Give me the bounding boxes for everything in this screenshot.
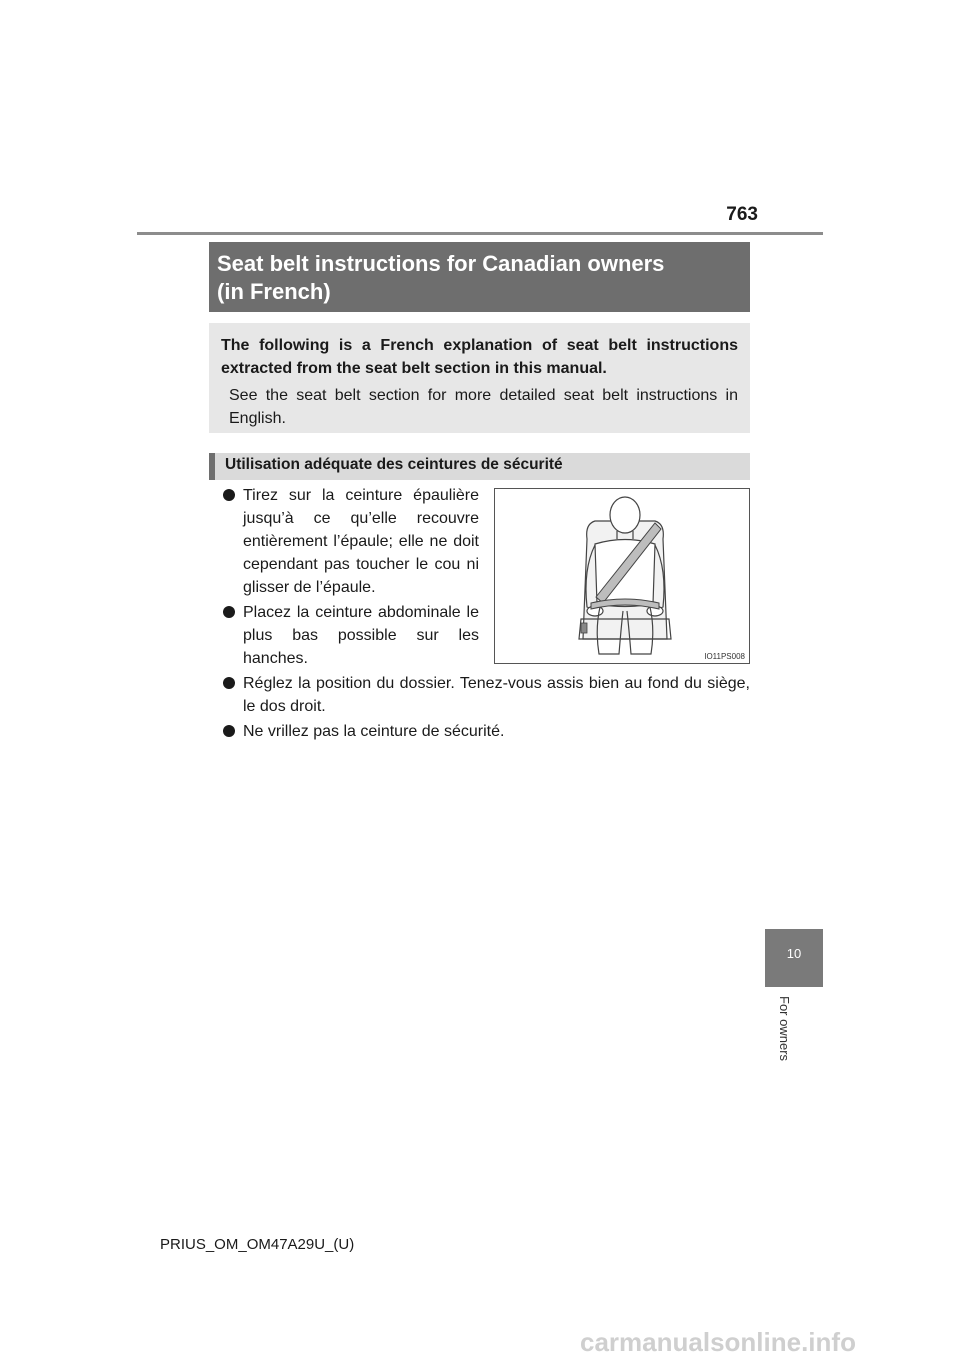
footer-document-code: PRIUS_OM_OM47A29U_(U) (160, 1236, 355, 1253)
chapter-tab[interactable] (765, 929, 823, 987)
bullet-text: Ne vrillez pas la ceinture de sécurité. (243, 723, 505, 740)
header-rule (137, 232, 823, 235)
bullet-text: Placez la ceinture abdominale le plus bas possible sur les hanches. (243, 604, 479, 667)
chapter-tab-label: For owners (777, 996, 792, 1062)
section-title (217, 250, 742, 306)
bullet-dot-icon (223, 725, 235, 737)
list-item (213, 672, 750, 718)
seatbelt-figure (494, 488, 750, 664)
watermark: carmanualsonline.info (580, 1327, 856, 1357)
bullet-dot-icon (223, 677, 235, 689)
intro-note: See the seat belt section for more detailed seat belt instructions in English. (229, 387, 738, 427)
section-title-line1: Seat belt instructions for Canadian owners (217, 251, 665, 276)
chapter-tab-number: 10 (786, 946, 802, 961)
figure-code: IO11PS008 (704, 652, 745, 661)
bullet-text: Réglez la position du dossier. Tenez-vous assis bien au fond du siège, le dos droit. (243, 675, 750, 715)
seated-person-seatbelt-icon (495, 489, 749, 663)
section-title-band (209, 242, 750, 312)
list-item (213, 720, 750, 743)
page-number: 763 (726, 204, 758, 225)
bullet-dot-icon (223, 606, 235, 618)
bullet-dot-icon (223, 489, 235, 501)
intro-box (209, 323, 750, 433)
list-item (213, 484, 479, 599)
bullet-text: Tirez sur la ceinture épaulière jusqu’à ce qu’elle recouvre entièrement l’épaule; elle ne doit cependant pas toucher le cou ni glisser de l’épaule. (243, 487, 479, 596)
list-item (213, 601, 479, 670)
section-title-line2: (in French) (217, 279, 331, 304)
intro-summary: The following is a French explanation of seat belt instructions extracted from the seat belt section in this manual. (221, 337, 738, 377)
subheading: Utilisation adéquate des ceintures de sécurité (209, 453, 750, 480)
